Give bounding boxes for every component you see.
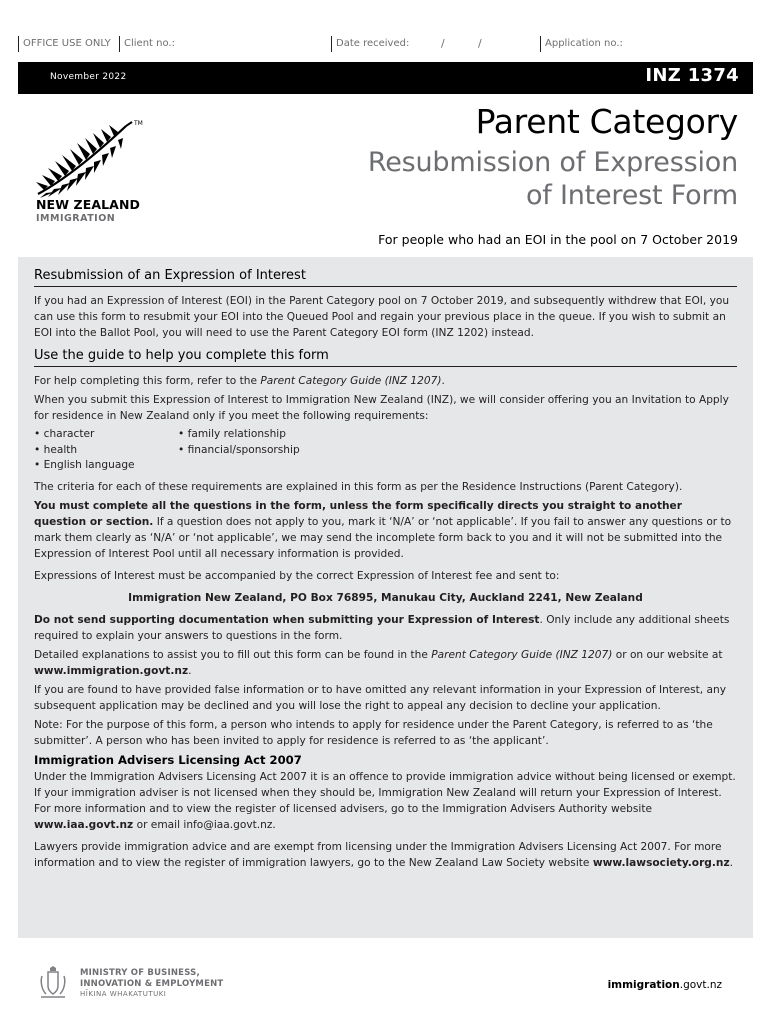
section-heading-guide: Use the guide to help you complete this form — [34, 347, 737, 367]
date-received-field: Date received: — [331, 36, 409, 52]
detail-paragraph: Detailed explanations to assist you to fill out this form can be found in the Parent Category Guide (INZ 1207) or on our website at www.immigration.govt.nz. — [34, 648, 723, 677]
audience-note: For people who had an EOI in the pool on 7 October 2019 — [378, 232, 738, 247]
immigration-website-link[interactable]: www.immigration.govt.nz — [34, 664, 189, 677]
resubmission-paragraph: If you had an Expression of Interest (EOI) in the Parent Category pool on 7 October 2019, and subsequently withdrew that EOI, you can use this form to resubmit your EOI into the Queued Pool and regain your previous place in the queue. If you wish to submit an EOI into the Ballot Pool, you will need to use the Parent Category EOI form (INZ 1202) instead. — [34, 295, 730, 339]
page-subtitle-line1: Resubmission of Expression — [367, 147, 738, 178]
office-use-label: OFFICE USE ONLY — [18, 36, 111, 52]
section-heading-resubmission: Resubmission of an Expression of Interest — [34, 267, 737, 287]
silver-fern-icon — [34, 120, 144, 198]
page-subtitle-line2: of Interest Form — [525, 180, 738, 211]
date-separator: / — [478, 37, 482, 50]
note-paragraph: Note: For the purpose of this form, a person who intends to apply for residence under the Parent Category, is referred to as ‘the submitter’. A person who has been invited to apply for residence is referred to as ‘the applicant’. — [34, 718, 713, 747]
list-item: • family relationship — [178, 428, 286, 440]
requirements-col-1 — [34, 427, 178, 474]
ministry-name: MINISTRY OF BUSINESS, INNOVATION & EMPLOYMENT HĪKINA WHAKATUTUKI — [80, 968, 224, 998]
criteria-paragraph: The criteria for each of these requirements are explained in this form as per the Residence Instructions (Parent Category). — [34, 480, 683, 493]
form-code: INZ 1374 — [645, 65, 739, 86]
office-use-row — [18, 36, 753, 52]
header-band — [18, 62, 753, 94]
form-date: November 2022 — [50, 72, 127, 82]
advisers-heading: Immigration Advisers Licensing Act 2007 — [34, 752, 302, 767]
content-panel — [18, 257, 753, 938]
title-block — [218, 102, 738, 247]
documents-paragraph: Do not send supporting documentation when submitting your Expression of Interest. Only include any additional sheets required to explain your answers to questions in the form. — [34, 613, 730, 642]
requirements-col-2 — [178, 427, 322, 474]
logo-name: NEW ZEALAND — [36, 197, 140, 212]
fee-paragraph: Expressions of Interest must be accompanied by the correct Expression of Interest fee and sent to: — [34, 569, 560, 582]
page-title: Parent Category — [475, 102, 738, 141]
guide-reference: Parent Category Guide (INZ 1207) — [260, 375, 442, 387]
date-separator: / — [441, 37, 445, 50]
false-info-paragraph: If you are found to have provided false information or to have omitted any relevant information in your Expression of Interest, any subsequent application may be declined and you will lose the right to appeal any decision to decline your application. — [34, 683, 726, 712]
nz-immigration-logo — [34, 120, 154, 228]
client-no-field: Client no.: — [119, 36, 175, 52]
logo-subname: IMMIGRATION — [36, 213, 116, 224]
list-item: • health — [34, 443, 78, 456]
law-society-link[interactable]: www.lawsociety.org.nz — [592, 856, 730, 869]
list-item: • financial/sponsorship — [178, 443, 300, 456]
application-no-field: Application no.: — [540, 36, 623, 52]
requirements-intro: When you submit this Expression of Interest to Immigration New Zealand (INZ), we will consider offering you an Invitation to Apply for residence in New Zealand only if you meet the following requirements: — [34, 394, 729, 422]
list-item: • English language — [34, 459, 135, 471]
lawyers-paragraph: Lawyers provide immigration advice and are exempt from licensing under the Immigration Advisers Licensing Act 2007. For more information and to view the register of immigration lawyers, go to the New Zealand Law Society website www.lawsociety.org.nz. — [34, 840, 733, 869]
trademark-mark: TM — [134, 120, 143, 127]
requirements-list — [34, 427, 737, 474]
list-item: • character — [34, 428, 95, 440]
help-paragraph: For help completing this form, refer to the Parent Category Guide (INZ 1207). — [34, 375, 445, 387]
advisers-paragraph: Under the Immigration Advisers Licensing Act 2007 it is an offence to provide immigration advice without being licensed or exempt. If your immigration adviser is not licensed when they should be, Immigration New Zealand will return your Expression of Interest. For more information and to view the register of licensed advisers, go to the Immigration Advisers Authority website www.iaa.govt.nz or email info@iaa.govt.nz. — [34, 770, 736, 831]
nz-coat-of-arms-icon — [38, 966, 68, 1000]
postal-address: Immigration New Zealand, PO Box 76895, Manukau City, Auckland 2241, New Zealand — [128, 591, 643, 604]
must-complete-paragraph: You must complete all the questions in the form, unless the form specifically directs you straight to another question or section. If a question does not apply to you, mark it ‘N/A’ or ‘not applicable’. If you fail to answer any questions or to mark them clearly as ‘N/A’ or ‘not applicable’, we may send the incomplete form back to you and it will not be submitted into the Expression of Interest Pool until all necessary information is provided. — [34, 499, 732, 560]
iaa-website-link[interactable]: www.iaa.govt.nz — [34, 818, 134, 831]
footer-website[interactable]: immigration.govt.nz — [607, 979, 722, 991]
